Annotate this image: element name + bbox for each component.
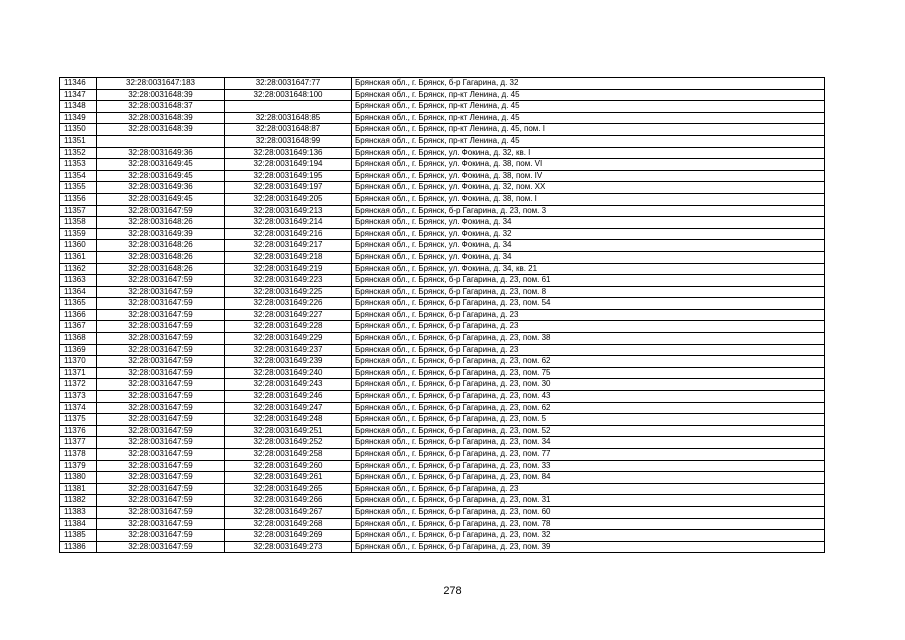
cadastral-number-cell: 32:28:0031649:269 bbox=[225, 530, 352, 542]
cadastral-number-cell: 32:28:0031649:227 bbox=[225, 309, 352, 321]
cadastral-number-cell: 32:28:0031649:252 bbox=[225, 437, 352, 449]
cadastral-number-cell: 32:28:0031649:247 bbox=[225, 402, 352, 414]
row-number-cell: 11350 bbox=[60, 124, 97, 136]
cadastral-number-cell: 32:28:0031649:258 bbox=[225, 449, 352, 461]
address-cell: Брянская обл., г. Брянск, б-р Гагарина, д. 23, пом. 84 bbox=[352, 472, 825, 484]
cadastral-number-cell: 32:28:0031649:197 bbox=[225, 182, 352, 194]
row-number-cell: 11356 bbox=[60, 193, 97, 205]
table-row bbox=[60, 518, 825, 530]
address-cell: Брянская обл., г. Брянск, б-р Гагарина, д. 23 bbox=[352, 483, 825, 495]
row-number-cell: 11378 bbox=[60, 449, 97, 461]
cadastral-number-cell: 32:28:0031649:265 bbox=[225, 483, 352, 495]
source-cadastral-number-cell: 32:28:0031647:59 bbox=[97, 449, 225, 461]
cadastral-number-cell: 32:28:0031649:217 bbox=[225, 240, 352, 252]
table-row bbox=[60, 78, 825, 90]
cadastral-number-cell: 32:28:0031649:261 bbox=[225, 472, 352, 484]
table-row bbox=[60, 321, 825, 333]
cadastral-number-cell: 32:28:0031648:99 bbox=[225, 135, 352, 147]
cadastral-number-cell: 32:28:0031649:248 bbox=[225, 414, 352, 426]
address-cell: Брянская обл., г. Брянск, пр-кт Ленина, д. 45 bbox=[352, 112, 825, 124]
source-cadastral-number-cell: 32:28:0031647:59 bbox=[97, 356, 225, 368]
source-cadastral-number-cell: 32:28:0031647:59 bbox=[97, 460, 225, 472]
source-cadastral-number-cell: 32:28:0031647:59 bbox=[97, 472, 225, 484]
address-cell: Брянская обл., г. Брянск, б-р Гагарина, д. 23, пом. 33 bbox=[352, 460, 825, 472]
source-cadastral-number-cell: 32:28:0031647:59 bbox=[97, 205, 225, 217]
row-number-cell: 11379 bbox=[60, 460, 97, 472]
cadastral-number-cell bbox=[225, 101, 352, 113]
row-number-cell: 11352 bbox=[60, 147, 97, 159]
table-row bbox=[60, 449, 825, 461]
source-cadastral-number-cell: 32:28:0031647:59 bbox=[97, 483, 225, 495]
source-cadastral-number-cell: 32:28:0031648:26 bbox=[97, 251, 225, 263]
table-row bbox=[60, 286, 825, 298]
row-number-cell: 11368 bbox=[60, 333, 97, 345]
row-number-cell: 11381 bbox=[60, 483, 97, 495]
source-cadastral-number-cell: 32:28:0031647:59 bbox=[97, 379, 225, 391]
table-row bbox=[60, 414, 825, 426]
row-number-cell: 11380 bbox=[60, 472, 97, 484]
table-row bbox=[60, 298, 825, 310]
cadastral-number-cell: 32:28:0031649:273 bbox=[225, 541, 352, 553]
source-cadastral-number-cell: 32:28:0031647:59 bbox=[97, 495, 225, 507]
address-cell: Брянская обл., г. Брянск, пр-кт Ленина, д. 45 bbox=[352, 101, 825, 113]
table-row bbox=[60, 205, 825, 217]
address-cell: Брянская обл., г. Брянск, б-р Гагарина, д. 23, пом. 77 bbox=[352, 449, 825, 461]
address-cell: Брянская обл., г. Брянск, ул. Фокина, д. 34 bbox=[352, 217, 825, 229]
cadastral-number-cell: 32:28:0031649:246 bbox=[225, 391, 352, 403]
source-cadastral-number-cell: 32:28:0031647:59 bbox=[97, 541, 225, 553]
address-cell: Брянская обл., г. Брянск, б-р Гагарина, д. 23, пом. 32 bbox=[352, 530, 825, 542]
address-cell: Брянская обл., г. Брянск, б-р Гагарина, д. 23 bbox=[352, 321, 825, 333]
source-cadastral-number-cell: 32:28:0031647:59 bbox=[97, 425, 225, 437]
row-number-cell: 11346 bbox=[60, 78, 97, 90]
cadastral-number-cell: 32:28:0031649:228 bbox=[225, 321, 352, 333]
table-row bbox=[60, 228, 825, 240]
address-cell: Брянская обл., г. Брянск, б-р Гагарина, д. 23, пом. 52 bbox=[352, 425, 825, 437]
source-cadastral-number-cell: 32:28:0031647:59 bbox=[97, 391, 225, 403]
table-row bbox=[60, 112, 825, 124]
row-number-cell: 11386 bbox=[60, 541, 97, 553]
source-cadastral-number-cell bbox=[97, 135, 225, 147]
table-row bbox=[60, 391, 825, 403]
address-cell: Брянская обл., г. Брянск, б-р Гагарина, д. 23, пом. 61 bbox=[352, 275, 825, 287]
row-number-cell: 11377 bbox=[60, 437, 97, 449]
address-cell: Брянская обл., г. Брянск, б-р Гагарина, д. 23, пом. 43 bbox=[352, 391, 825, 403]
table-row bbox=[60, 541, 825, 553]
cadastral-number-cell: 32:28:0031649:268 bbox=[225, 518, 352, 530]
source-cadastral-number-cell: 32:28:0031648:39 bbox=[97, 124, 225, 136]
row-number-cell: 11358 bbox=[60, 217, 97, 229]
row-number-cell: 11374 bbox=[60, 402, 97, 414]
table-row bbox=[60, 135, 825, 147]
table-row bbox=[60, 379, 825, 391]
row-number-cell: 11367 bbox=[60, 321, 97, 333]
cadastral-number-cell: 32:28:0031648:100 bbox=[225, 89, 352, 101]
table-row bbox=[60, 240, 825, 252]
address-cell: Брянская обл., г. Брянск, б-р Гагарина, д. 23, пом. 31 bbox=[352, 495, 825, 507]
address-cell: Брянская обл., г. Брянск, пр-кт Ленина, д. 45 bbox=[352, 89, 825, 101]
cadastral-number-cell: 32:28:0031649:260 bbox=[225, 460, 352, 472]
table-row bbox=[60, 356, 825, 368]
row-number-cell: 11375 bbox=[60, 414, 97, 426]
table-row bbox=[60, 193, 825, 205]
table-row bbox=[60, 170, 825, 182]
table-row bbox=[60, 460, 825, 472]
cadastral-number-cell: 32:28:0031649:251 bbox=[225, 425, 352, 437]
source-cadastral-number-cell: 32:28:0031648:26 bbox=[97, 240, 225, 252]
cadastral-number-cell: 32:28:0031649:194 bbox=[225, 159, 352, 171]
table-row bbox=[60, 101, 825, 113]
address-cell: Брянская обл., г. Брянск, ул. Фокина, д. 38, пом. VI bbox=[352, 159, 825, 171]
row-number-cell: 11366 bbox=[60, 309, 97, 321]
cadastral-number-cell: 32:28:0031649:219 bbox=[225, 263, 352, 275]
source-cadastral-number-cell: 32:28:0031649:45 bbox=[97, 159, 225, 171]
table-row bbox=[60, 309, 825, 321]
row-number-cell: 11364 bbox=[60, 286, 97, 298]
source-cadastral-number-cell: 32:28:0031649:39 bbox=[97, 228, 225, 240]
address-cell: Брянская обл., г. Брянск, б-р Гагарина, д. 23, пом. 62 bbox=[352, 402, 825, 414]
row-number-cell: 11385 bbox=[60, 530, 97, 542]
source-cadastral-number-cell: 32:28:0031647:59 bbox=[97, 344, 225, 356]
row-number-cell: 11361 bbox=[60, 251, 97, 263]
table-row bbox=[60, 333, 825, 345]
cadastral-number-cell: 32:28:0031649:214 bbox=[225, 217, 352, 229]
row-number-cell: 11362 bbox=[60, 263, 97, 275]
source-cadastral-number-cell: 32:28:0031647:59 bbox=[97, 367, 225, 379]
table-row bbox=[60, 251, 825, 263]
address-cell: Брянская обл., г. Брянск, б-р Гагарина, д. 23, пом. 39 bbox=[352, 541, 825, 553]
source-cadastral-number-cell: 32:28:0031649:45 bbox=[97, 193, 225, 205]
address-cell: Брянская обл., г. Брянск, ул. Фокина, д. 34 bbox=[352, 240, 825, 252]
cadastral-number-cell: 32:28:0031649:136 bbox=[225, 147, 352, 159]
records-table-body bbox=[60, 78, 825, 553]
row-number-cell: 11369 bbox=[60, 344, 97, 356]
source-cadastral-number-cell: 32:28:0031647:59 bbox=[97, 321, 225, 333]
cadastral-number-cell: 32:28:0031649:266 bbox=[225, 495, 352, 507]
address-cell: Брянская обл., г. Брянск, б-р Гагарина, д. 23, пом. 8 bbox=[352, 286, 825, 298]
cadastral-number-cell: 32:28:0031649:195 bbox=[225, 170, 352, 182]
table-row bbox=[60, 425, 825, 437]
source-cadastral-number-cell: 32:28:0031647:59 bbox=[97, 530, 225, 542]
address-cell: Брянская обл., г. Брянск, ул. Фокина, д. 32 bbox=[352, 228, 825, 240]
cadastral-number-cell: 32:28:0031647:77 bbox=[225, 78, 352, 90]
cadastral-number-cell: 32:28:0031649:225 bbox=[225, 286, 352, 298]
table-row bbox=[60, 263, 825, 275]
cadastral-number-cell: 32:28:0031648:85 bbox=[225, 112, 352, 124]
row-number-cell: 11348 bbox=[60, 101, 97, 113]
address-cell: Брянская обл., г. Брянск, б-р Гагарина, д. 23, пом. 62 bbox=[352, 356, 825, 368]
row-number-cell: 11372 bbox=[60, 379, 97, 391]
address-cell: Брянская обл., г. Брянск, б-р Гагарина, д. 23, пом. 5 bbox=[352, 414, 825, 426]
source-cadastral-number-cell: 32:28:0031647:59 bbox=[97, 333, 225, 345]
row-number-cell: 11365 bbox=[60, 298, 97, 310]
address-cell: Брянская обл., г. Брянск, ул. Фокина, д. 34, кв. 21 bbox=[352, 263, 825, 275]
table-row bbox=[60, 159, 825, 171]
row-number-cell: 11357 bbox=[60, 205, 97, 217]
table-row bbox=[60, 495, 825, 507]
address-cell: Брянская обл., г. Брянск, б-р Гагарина, д. 23, пом. 54 bbox=[352, 298, 825, 310]
row-number-cell: 11384 bbox=[60, 518, 97, 530]
table-row bbox=[60, 437, 825, 449]
cadastral-number-cell: 32:28:0031649:218 bbox=[225, 251, 352, 263]
address-cell: Брянская обл., г. Брянск, б-р Гагарина, д. 23, пом. 75 bbox=[352, 367, 825, 379]
table-row bbox=[60, 402, 825, 414]
source-cadastral-number-cell: 32:28:0031647:59 bbox=[97, 309, 225, 321]
row-number-cell: 11383 bbox=[60, 506, 97, 518]
address-cell: Брянская обл., г. Брянск, б-р Гагарина, д. 32 bbox=[352, 78, 825, 90]
table-row bbox=[60, 182, 825, 194]
row-number-cell: 11382 bbox=[60, 495, 97, 507]
source-cadastral-number-cell: 32:28:0031647:59 bbox=[97, 437, 225, 449]
table-row bbox=[60, 472, 825, 484]
table-row bbox=[60, 124, 825, 136]
row-number-cell: 11347 bbox=[60, 89, 97, 101]
row-number-cell: 11363 bbox=[60, 275, 97, 287]
address-cell: Брянская обл., г. Брянск, б-р Гагарина, д. 23, пом. 3 bbox=[352, 205, 825, 217]
source-cadastral-number-cell: 32:28:0031648:37 bbox=[97, 101, 225, 113]
source-cadastral-number-cell: 32:28:0031647:59 bbox=[97, 275, 225, 287]
source-cadastral-number-cell: 32:28:0031648:39 bbox=[97, 112, 225, 124]
source-cadastral-number-cell: 32:28:0031649:45 bbox=[97, 170, 225, 182]
source-cadastral-number-cell: 32:28:0031647:59 bbox=[97, 518, 225, 530]
address-cell: Брянская обл., г. Брянск, б-р Гагарина, д. 23, пом. 78 bbox=[352, 518, 825, 530]
source-cadastral-number-cell: 32:28:0031647:59 bbox=[97, 506, 225, 518]
address-cell: Брянская обл., г. Брянск, б-р Гагарина, д. 23 bbox=[352, 309, 825, 321]
table-row bbox=[60, 344, 825, 356]
cadastral-number-cell: 32:28:0031649:226 bbox=[225, 298, 352, 310]
address-cell: Брянская обл., г. Брянск, ул. Фокина, д. 34 bbox=[352, 251, 825, 263]
cadastral-number-cell: 32:28:0031649:223 bbox=[225, 275, 352, 287]
source-cadastral-number-cell: 32:28:0031648:26 bbox=[97, 217, 225, 229]
table-row bbox=[60, 367, 825, 379]
cadastral-number-cell: 32:28:0031649:240 bbox=[225, 367, 352, 379]
table-row bbox=[60, 89, 825, 101]
row-number-cell: 11376 bbox=[60, 425, 97, 437]
source-cadastral-number-cell: 32:28:0031647:59 bbox=[97, 414, 225, 426]
row-number-cell: 11355 bbox=[60, 182, 97, 194]
row-number-cell: 11373 bbox=[60, 391, 97, 403]
cadastral-number-cell: 32:28:0031648:87 bbox=[225, 124, 352, 136]
row-number-cell: 11353 bbox=[60, 159, 97, 171]
address-cell: Брянская обл., г. Брянск, б-р Гагарина, д. 23, пом. 34 bbox=[352, 437, 825, 449]
cadastral-number-cell: 32:28:0031649:216 bbox=[225, 228, 352, 240]
cadastral-number-cell: 32:28:0031649:243 bbox=[225, 379, 352, 391]
source-cadastral-number-cell: 32:28:0031647:59 bbox=[97, 298, 225, 310]
address-cell: Брянская обл., г. Брянск, б-р Гагарина, д. 23, пом. 30 bbox=[352, 379, 825, 391]
table-row bbox=[60, 483, 825, 495]
table-row bbox=[60, 530, 825, 542]
address-cell: Брянская обл., г. Брянск, ул. Фокина, д. 38, пом. IV bbox=[352, 170, 825, 182]
address-cell: Брянская обл., г. Брянск, б-р Гагарина, д. 23, пом. 60 bbox=[352, 506, 825, 518]
address-cell: Брянская обл., г. Брянск, б-р Гагарина, д. 23 bbox=[352, 344, 825, 356]
cadastral-number-cell: 32:28:0031649:229 bbox=[225, 333, 352, 345]
source-cadastral-number-cell: 32:28:0031647:59 bbox=[97, 286, 225, 298]
row-number-cell: 11349 bbox=[60, 112, 97, 124]
row-number-cell: 11360 bbox=[60, 240, 97, 252]
source-cadastral-number-cell: 32:28:0031649:36 bbox=[97, 147, 225, 159]
address-cell: Брянская обл., г. Брянск, пр-кт Ленина, д. 45, пом. I bbox=[352, 124, 825, 136]
row-number-cell: 11370 bbox=[60, 356, 97, 368]
table-row bbox=[60, 147, 825, 159]
cadastral-number-cell: 32:28:0031649:239 bbox=[225, 356, 352, 368]
address-cell: Брянская обл., г. Брянск, пр-кт Ленина, д. 45 bbox=[352, 135, 825, 147]
table-row bbox=[60, 506, 825, 518]
cadastral-number-cell: 32:28:0031649:213 bbox=[225, 205, 352, 217]
address-cell: Брянская обл., г. Брянск, ул. Фокина, д. 32, кв. I bbox=[352, 147, 825, 159]
source-cadastral-number-cell: 32:28:0031648:39 bbox=[97, 89, 225, 101]
row-number-cell: 11359 bbox=[60, 228, 97, 240]
row-number-cell: 11351 bbox=[60, 135, 97, 147]
cadastral-number-cell: 32:28:0031649:267 bbox=[225, 506, 352, 518]
row-number-cell: 11354 bbox=[60, 170, 97, 182]
table-row bbox=[60, 217, 825, 229]
address-cell: Брянская обл., г. Брянск, б-р Гагарина, д. 23, пом. 38 bbox=[352, 333, 825, 345]
address-cell: Брянская обл., г. Брянск, ул. Фокина, д. 38, пом. I bbox=[352, 193, 825, 205]
row-number-cell: 11371 bbox=[60, 367, 97, 379]
source-cadastral-number-cell: 32:28:0031649:36 bbox=[97, 182, 225, 194]
cadastral-number-cell: 32:28:0031649:237 bbox=[225, 344, 352, 356]
cadastral-number-cell: 32:28:0031649:205 bbox=[225, 193, 352, 205]
table-row bbox=[60, 275, 825, 287]
records-table bbox=[59, 77, 825, 553]
source-cadastral-number-cell: 32:28:0031647:59 bbox=[97, 402, 225, 414]
address-cell: Брянская обл., г. Брянск, ул. Фокина, д. 32, пом. XX bbox=[352, 182, 825, 194]
source-cadastral-number-cell: 32:28:0031647:183 bbox=[97, 78, 225, 90]
page-number: 278 bbox=[443, 585, 462, 597]
source-cadastral-number-cell: 32:28:0031648:26 bbox=[97, 263, 225, 275]
